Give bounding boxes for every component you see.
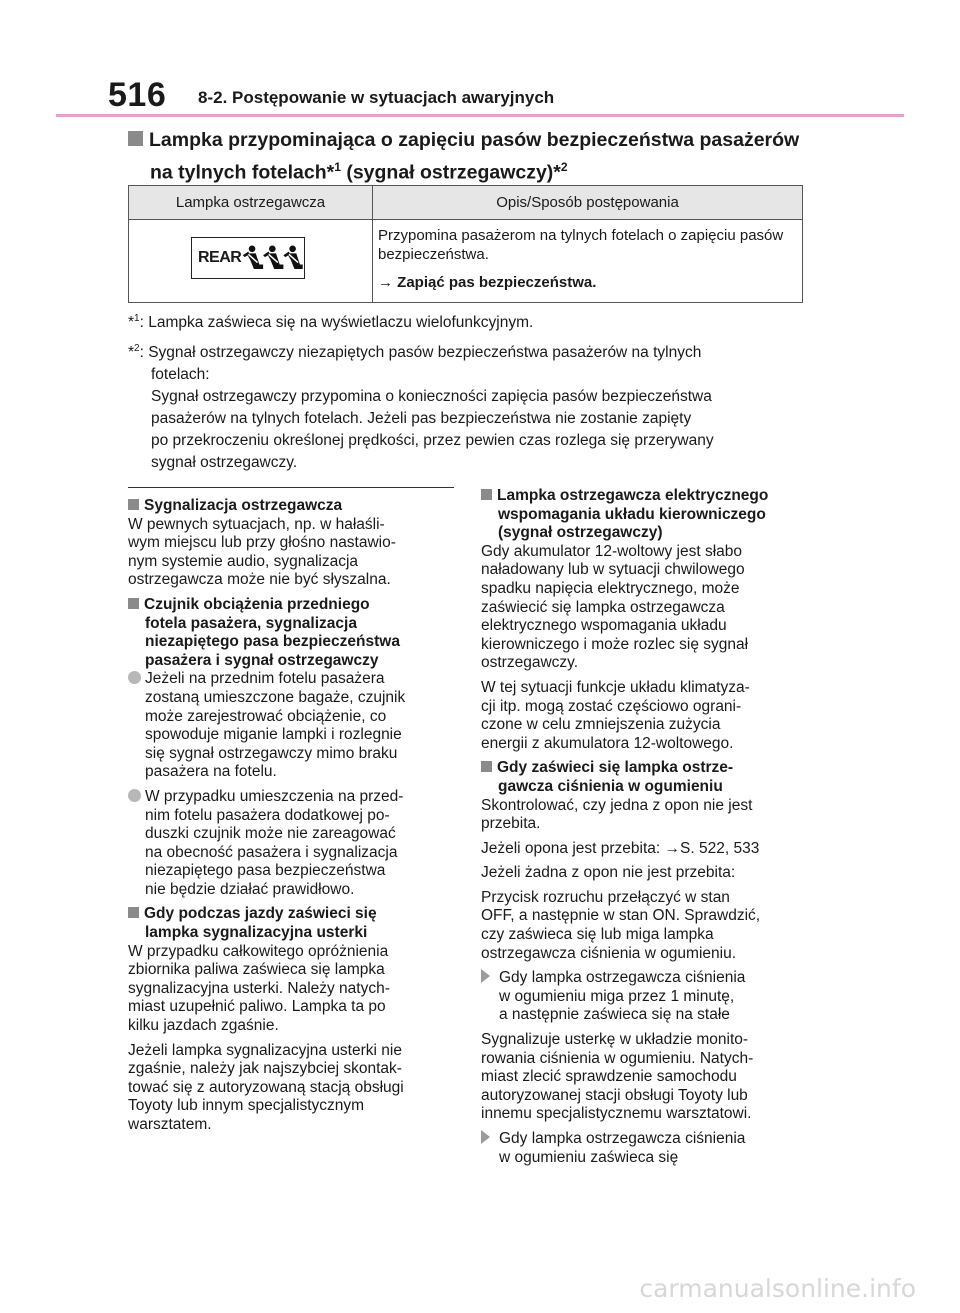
footnote-2-line6: sygnał ostrzegawczy. [151, 454, 298, 472]
footnote-1-mark: * [128, 314, 135, 332]
heading-line1: Lampka przypominająca o zapięciu pasów bezpieczeństwa pasażerów [149, 129, 800, 151]
footnote-2-line1: : Sygnał ostrzegawczy niezapiętych pasów bezpieczeństwa pasażerów na tylnych [139, 344, 702, 362]
square-bullet-icon [481, 489, 492, 500]
subheading-power-steering [481, 487, 806, 543]
watermark: carmanualsonline.info [639, 1274, 916, 1303]
triangle-bullet-icon [481, 1130, 490, 1144]
arrow-bullet-text: Gdy lampka ostrzegawcza ciśnienia w ogumieniu miga przez 1 minutę, a następnie zaświeca się na stałe [499, 969, 746, 1024]
table-header-lamp: Lampka ostrzegawcza [129, 186, 373, 220]
footnote-1 [128, 308, 808, 334]
footnote-2 [128, 338, 808, 474]
subheading-passenger-sensor [128, 596, 454, 670]
section-title: 8-2. Postępowanie w sytuacjach awaryjnych [198, 88, 555, 107]
paragraph: Jeżeli lampka sygnalizacyjna usterki nie zgaśnie, należy jak najszybciej skontak- tować się z autoryzowaną stacją obsługi Toyoty lub innym specjalistycznym warsztatem. [128, 1041, 404, 1133]
page-number: 516 [108, 76, 167, 114]
lamp-icon-cell [129, 220, 373, 303]
subheading-tire-pressure-text: Gdy zaświeci się lampka ostrze- gawcza ciśnienia w ogumieniu [497, 759, 734, 795]
subheading-malfunction-text: Gdy podczas jazdy zaświeci się lampka sygnalizacyjna usterki [144, 905, 377, 942]
heading-sup2: 2 [560, 160, 568, 174]
circle-bullet-icon [128, 789, 141, 802]
table-row [129, 220, 803, 303]
subheading-malfunction [128, 905, 454, 942]
circle-bullet-icon [128, 671, 141, 684]
paragraph: Przycisk rozruchu przełączyć w stan OFF, a następnie w stan ON. Sprawdzić, czy zaświeca się lub miga lampka ostrzegawcza ciśnienia w ogumieniu. [481, 888, 761, 962]
paragraph: W przypadku całkowitego opróżnienia zbiornika paliwa zaświeca się lampka sygnalizacyjna usterki. Należy natych- miast uzupełnić paliwo. Lampka ta po kilku jazdach zgaśnie. [128, 942, 390, 1035]
subheading-power-steering-text: Lampka ostrzegawcza elektrycznego wspomagania układu kierowniczego (sygnał ostrzegawczy) [497, 487, 769, 542]
right-column [481, 487, 806, 1173]
square-bullet-icon [128, 598, 139, 609]
subheading-passenger-sensor-text: Czujnik obciążenia przedniego fotela pasażera, sygnalizacja niezapiętego pasa bezpieczeństwa pasażera i sygnał ostrzegawczy [144, 595, 400, 669]
heading-sup1: 1 [334, 160, 341, 174]
arrow-bullet-item [481, 1130, 806, 1167]
header-divider [56, 114, 904, 117]
paragraph: W tej sytuacji funkcje układu klimatyza- cji itp. mogą zostać częściowo ograni- czone w celu zmniejszenia zużycia energii z akumulatora 12-woltowego. [481, 678, 750, 752]
paragraph: Sygnalizuje usterkę w układzie monito- rowania ciśnienia w ogumieniu. Natych- miast zlecić sprawdzenie samochodu autoryzowanej stacji obsługi Toyoty lub innemu specjalistycznemu warsztatowi. [481, 1031, 754, 1123]
rear-icon-label: REAR [198, 249, 242, 266]
main-heading [128, 127, 828, 187]
paragraph: Skontrolować, czy jedna z opon nie jest przebita. [481, 796, 753, 833]
paragraph: W pewnych sytuacjach, np. w hałaśli- wym miejscu lub przy głośno nastawio- nym systemie audio, sygnalizacja ostrzegawcza może nie być słyszalna. [128, 515, 396, 589]
heading-line2a: na tylnych fotelach* [150, 161, 335, 184]
subheading-alert [128, 497, 454, 516]
paragraph: Jeżeli żadna z opon nie jest przebita: [481, 864, 736, 882]
triangle-bullet-icon [481, 969, 490, 983]
footnote-2-line2: fotelach: [151, 366, 210, 384]
lamp-action: → Zapiąć pas bezpieczeństwa. [378, 274, 597, 291]
bullet-item [128, 788, 454, 900]
arrow-bullet-text: Gdy lampka ostrzegawcza ciśnienia w ogumieniu zaświeca się [499, 1130, 746, 1166]
bullet-text: W przypadku umieszczenia na przed- nim fotelu pasażera dodatkowej po- duszki czujnik może nie zareagować na obecność pasażera i sygnalizacja niezapiętego pasa bezpieczeństwa nie będzie działać prawidłowo. [145, 787, 404, 898]
footnote-2-line5: po przekroczeniu określonej prędkości, przez pewien czas rozlega się przerywany [151, 432, 714, 450]
rear-seatbelt-icon [191, 237, 305, 279]
lamp-description-cell [373, 220, 803, 303]
column-divider [128, 487, 454, 488]
footnote-1-text: : Lampka zaświeca się na wyświetlaczu wielofunkcyjnym. [139, 314, 534, 332]
footnote-2-line3: Sygnał ostrzegawczy przypomina o konieczności zapięcia pasów bezpieczeństwa [151, 388, 712, 406]
lamp-description: Przypomina pasażerom na tylnych fotelach o zapięciu pasów bezpieczeństwa. [378, 227, 784, 263]
bullet-item [128, 670, 454, 782]
paragraph-page-ref: Jeżeli opona jest przebita: →S. 522, 533 [481, 839, 760, 857]
square-bullet-icon [128, 499, 139, 510]
left-column [128, 487, 454, 1141]
heading-line2b: (sygnał ostrzegawczy)* [340, 161, 561, 184]
table-header-description: Opis/Sposób postępowania [373, 186, 803, 220]
square-bullet-icon [128, 907, 139, 918]
seated-passengers-icon [241, 243, 304, 273]
footnote-1-sup: 1 [134, 313, 140, 324]
page-header [108, 78, 908, 118]
bullet-text: Jeżeli na przednim fotelu pasażera zostaną umieszczone bagaże, czujnik może zarejestrować obciążenie, co spowoduje miganie lampki i rozlegnie się sygnał ostrzegawczy mimo braku pasażera na fotelu. [145, 670, 406, 781]
footnote-2-line4: pasażerów na tylnych fotelach. Jeżeli pas bezpieczeństwa nie zostanie zapięty [151, 410, 692, 428]
subheading-tire-pressure [481, 759, 806, 796]
footnote-2-mark: * [128, 344, 135, 362]
square-bullet-icon [128, 131, 143, 146]
paragraph: Gdy akumulator 12-woltowy jest słabo naładowany lub w sytuacji chwilowego spadku napięcia elektrycznego, może zaświecić się lampka ostrzegawcza elektrycznego wspomagania układu kierowniczego i może rozlec się sygnał ostrzegawczy. [481, 542, 749, 672]
square-bullet-icon [481, 761, 492, 772]
footnote-2-sup: 2 [134, 343, 140, 354]
arrow-bullet-item [481, 969, 806, 1025]
subheading-alert-text: Sygnalizacja ostrzegawcza [144, 497, 343, 514]
warning-lamp-table [128, 185, 803, 303]
